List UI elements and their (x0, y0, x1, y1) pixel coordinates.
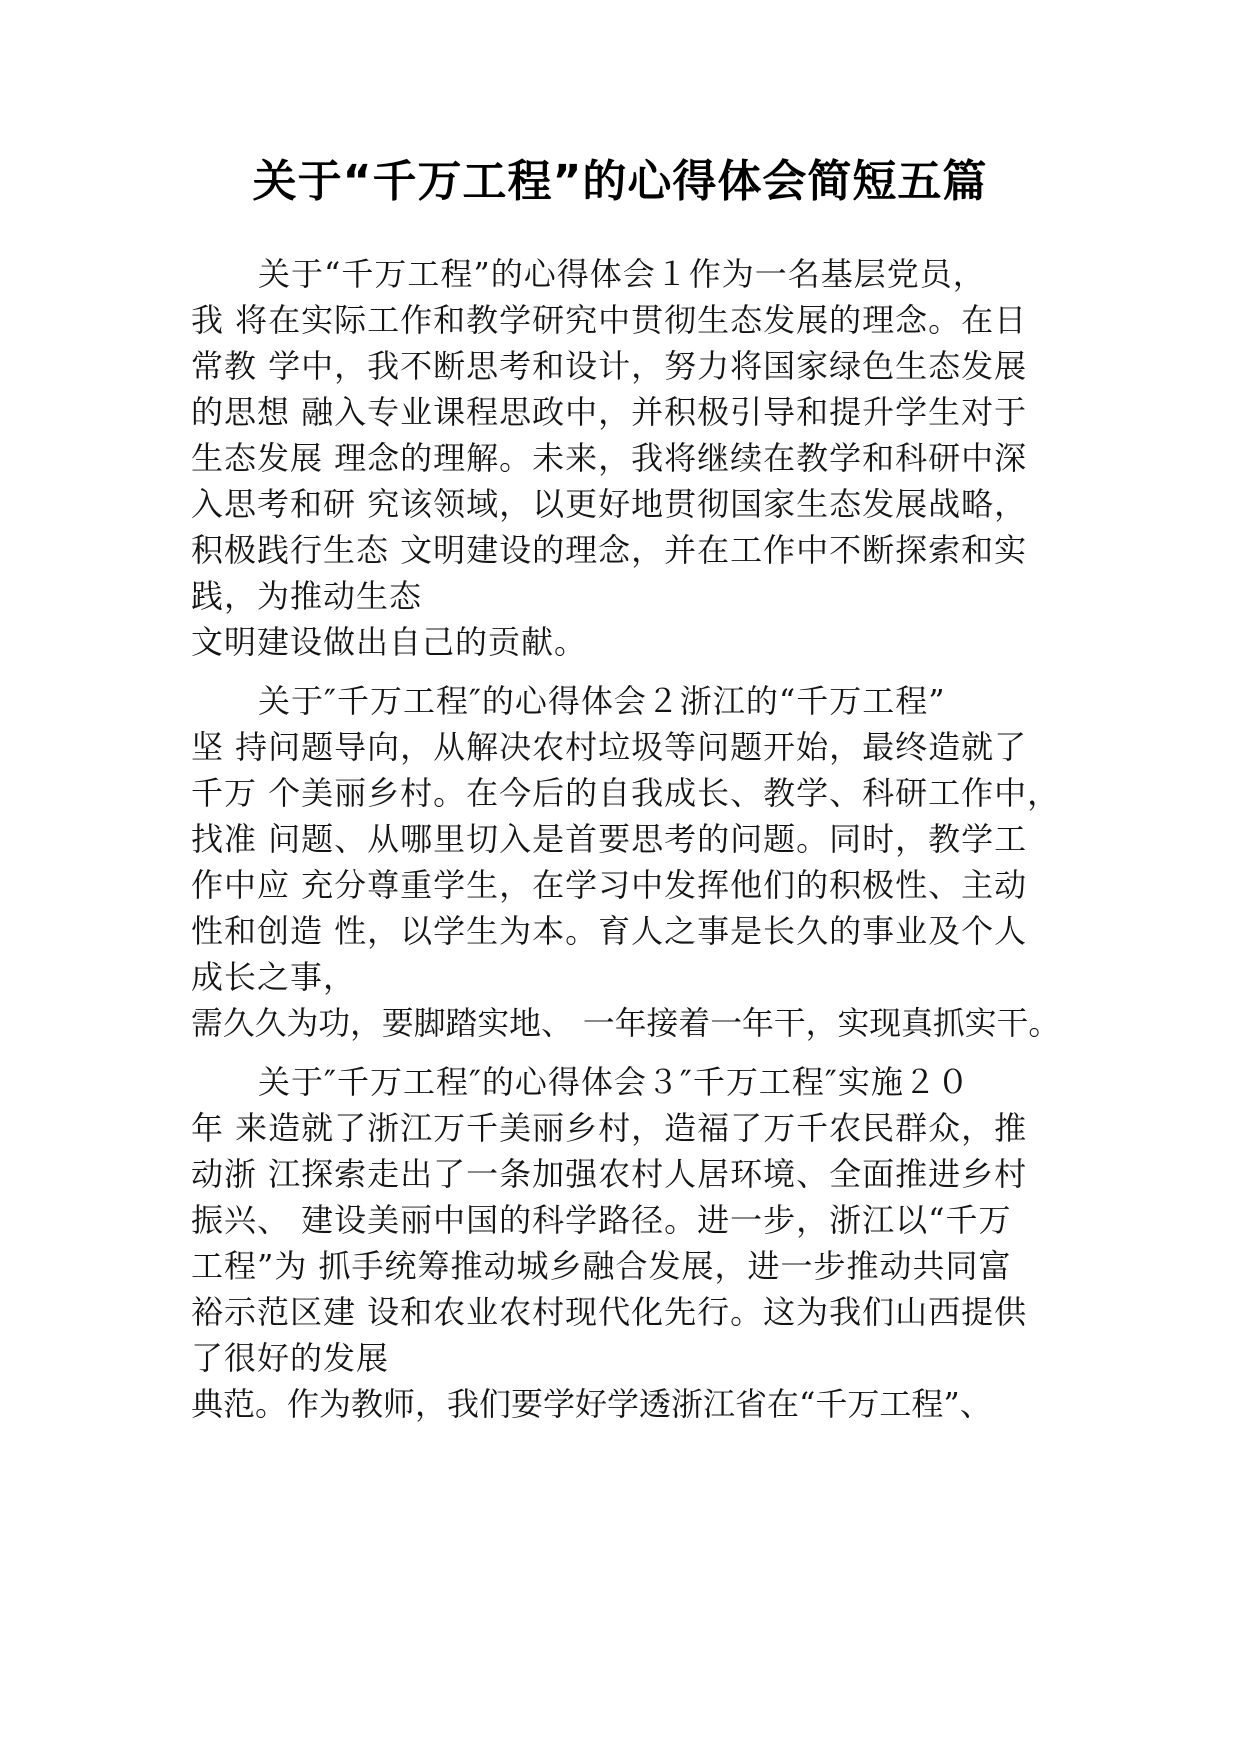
section-1-line-6: 入思考和研 究该领域，以更好地贯彻国家生态发展战略， (191, 485, 1028, 523)
section-1-line-8: 践，为推动生态 (191, 577, 423, 615)
section-1-line-1: 关于“千万工程”的心得体会１作为一名基层党员， (258, 255, 986, 293)
section-2-line-2: 坚 持问题导向，从解决农村垃圾等问题开始，最终造就了 (191, 728, 1028, 766)
section-3-line-8: 典范。作为教师，我们要学好学透浙江省在“千万工程”、 (191, 1385, 992, 1423)
section-1-line-4: 的思想 融入专业课程思政中，并积极引导和提升学生对于 (191, 393, 1028, 431)
section-2-line-3: 千万 个美丽乡村。在今后的自我成长、教学、科研工作中， (191, 774, 1061, 812)
document-title: 关于“千万工程”的心得体会简短五篇 (252, 156, 988, 207)
section-3-line-7: 了很好的发展 (191, 1339, 390, 1377)
section-3-line-5: 工程”为 抓手统筹推动城乡融合发展，进一步推动共同富 (191, 1247, 1012, 1285)
section-3-line-4: 振兴、 建设美丽中国的科学路径。进一步，浙江以“千万 (191, 1201, 1012, 1239)
section-2-line-1: 关于″千万工程″的心得体会２浙江的“千万工程” (258, 682, 946, 720)
section-3-line-6: 裕示范区建 设和农业农村现代化先行。这为我们山西提供 (191, 1293, 1028, 1331)
section-2-line-6: 性和创造 性，以学生为本。育人之事是长久的事业及个人 (191, 912, 1028, 950)
section-1-line-7: 积极践行生态 文明建设的理念，并在工作中不断探索和实 (191, 531, 1028, 569)
section-3-line-3: 动浙 江探索走出了一条加强农村人居环境、全面推进乡村 (191, 1155, 1028, 1193)
section-2-line-5: 作中应 充分尊重学生，在学习中发挥他们的积极性、主动 (191, 866, 1028, 904)
section-2-line-7: 成长之事， (191, 958, 357, 996)
section-3-line-1: 关于″千万工程″的心得体会３″千万工程″实施２０ (258, 1063, 970, 1101)
section-2-line-8: 需久久为功，要脚踏实地、 一年接着一年干，实现真抓实干。 (191, 1004, 1061, 1042)
section-2-line-4: 找准 问题、从哪里切入是首要思考的问题。同时，教学工 (191, 820, 1028, 858)
section-3-line-2: 年 来造就了浙江万千美丽乡村，造福了万千农民群众，推 (191, 1109, 1028, 1147)
section-1-line-2: 我 将在实际工作和教学研究中贯彻生态发展的理念。在日 (191, 301, 1028, 339)
section-1-line-9: 文明建设做出自己的贡献。 (191, 623, 588, 661)
section-1-line-5: 生态发展 理念的理解。未来，我将继续在教学和科研中深 (191, 439, 1028, 477)
section-1-line-3: 常教 学中，我不断思考和设计，努力将国家绿色生态发展 (191, 347, 1028, 385)
